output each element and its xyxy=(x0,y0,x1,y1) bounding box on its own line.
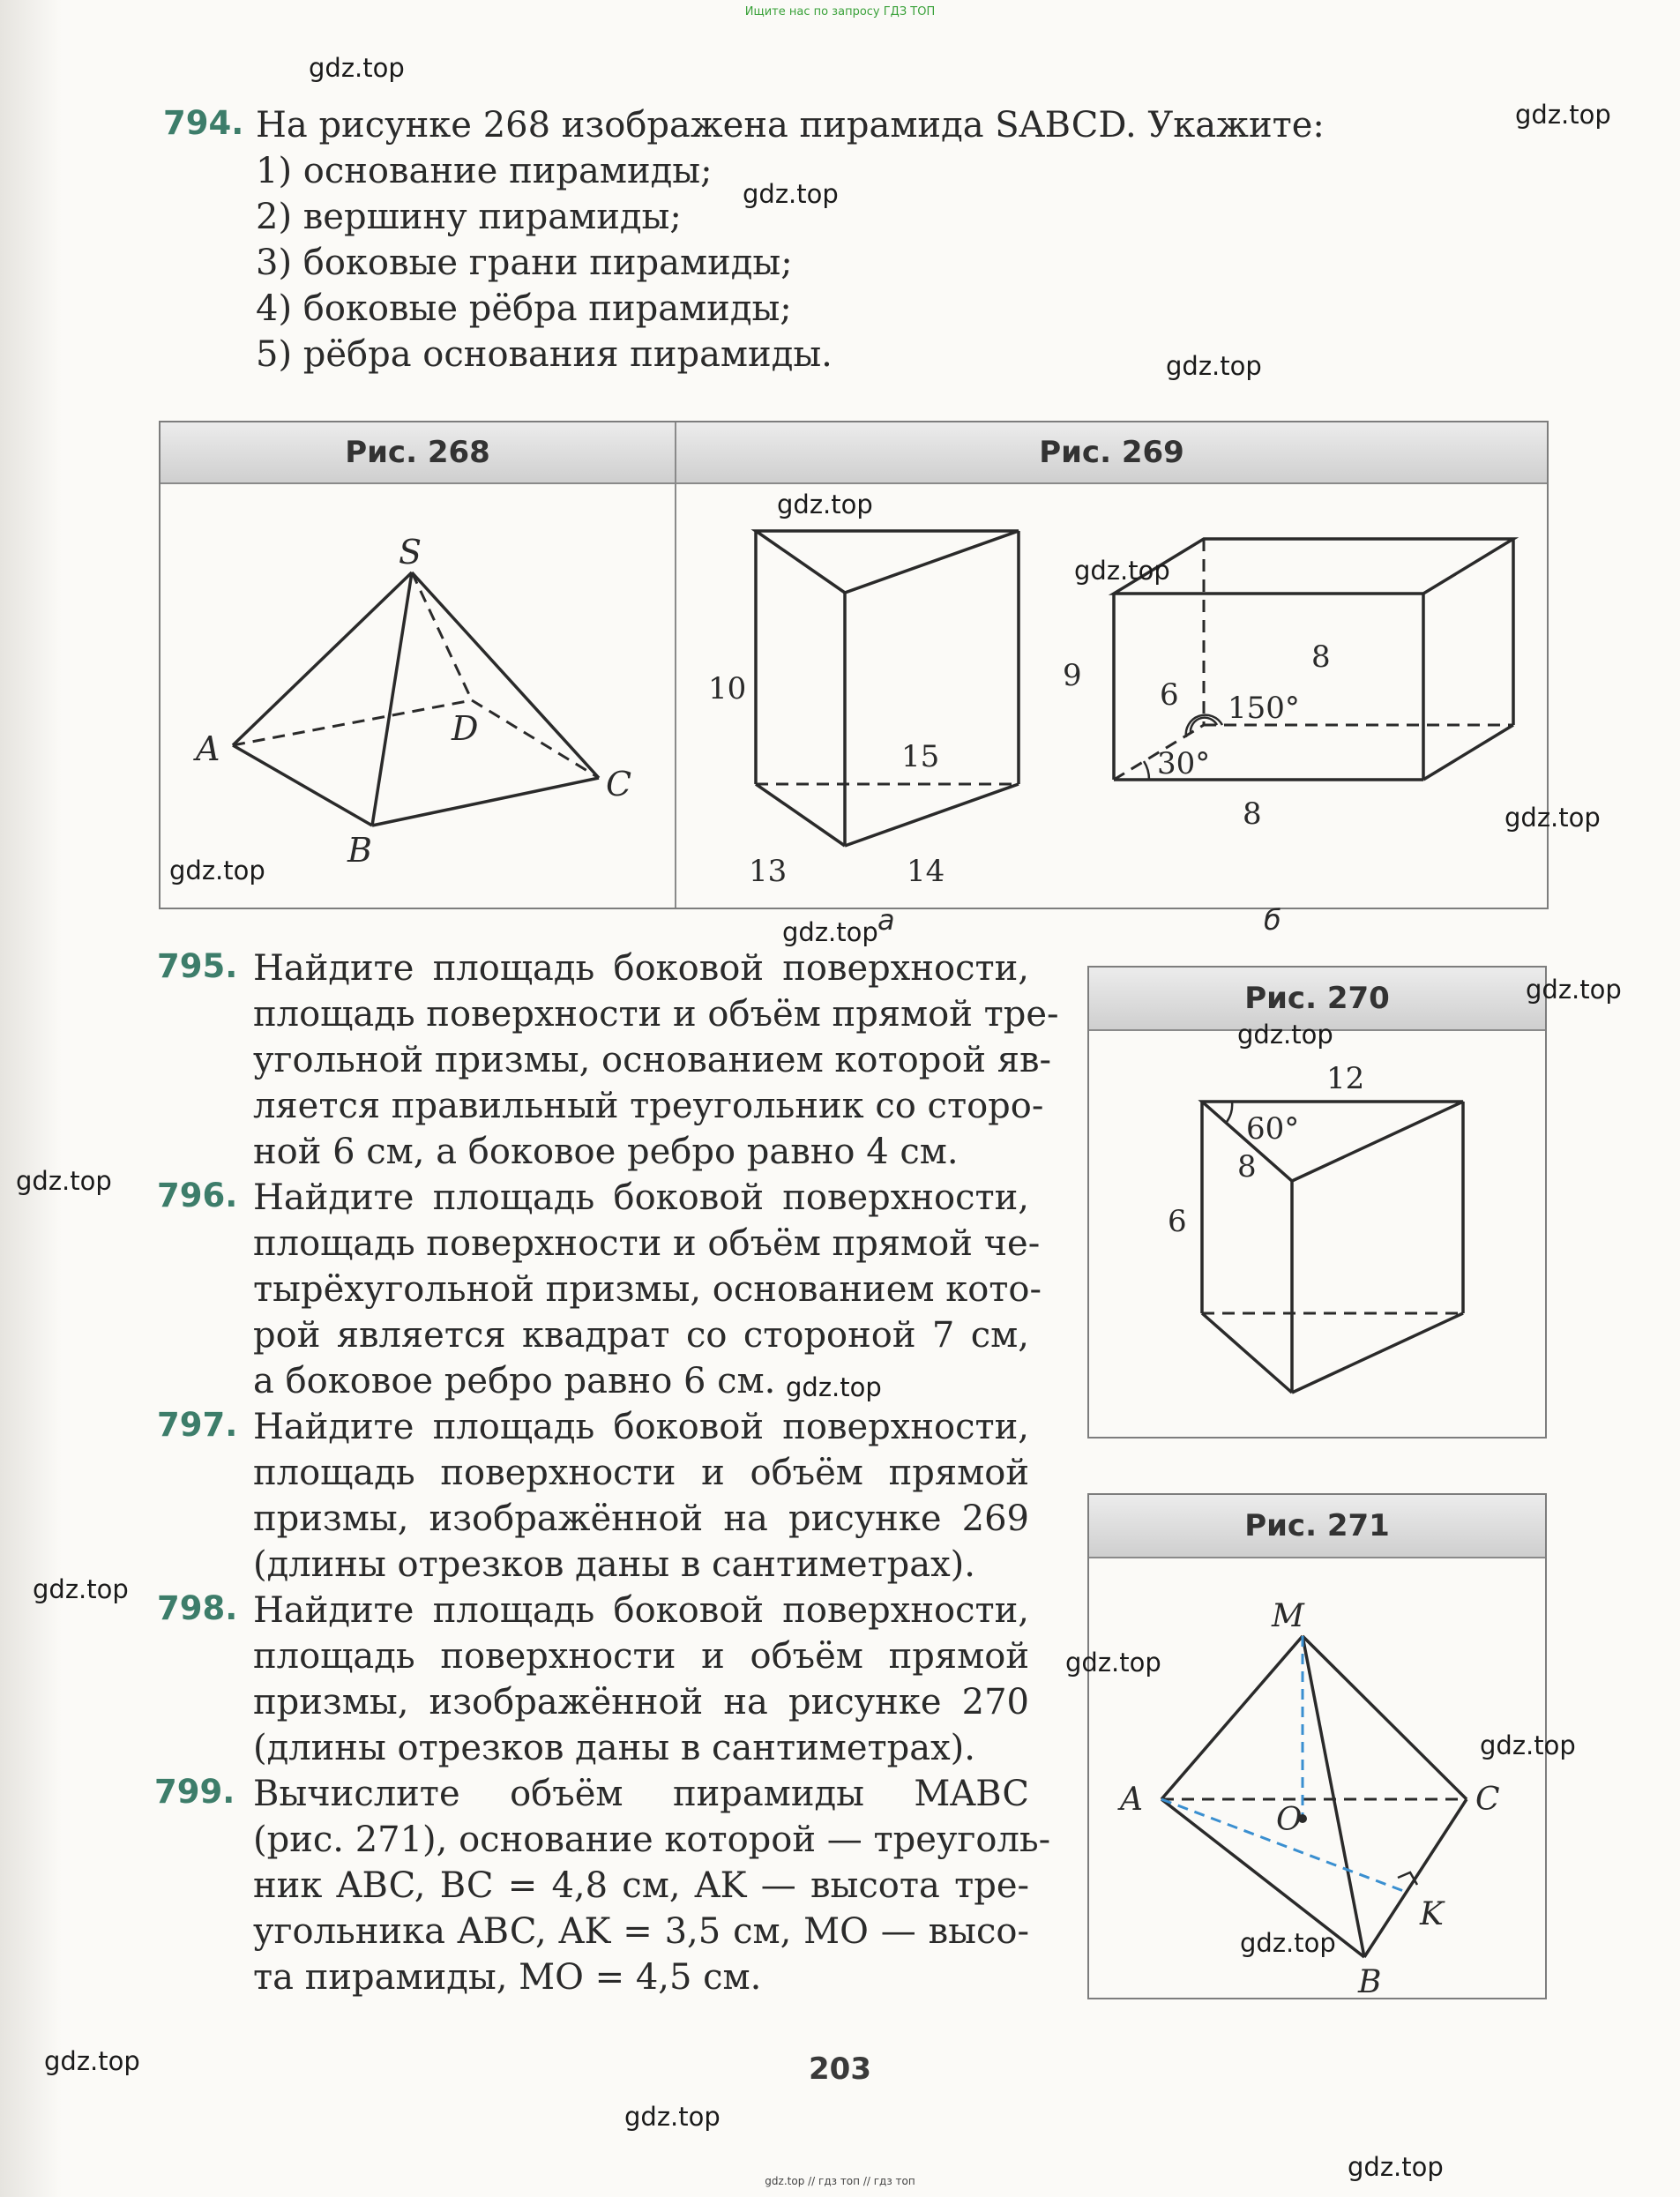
edge-AD-hidden xyxy=(233,700,472,745)
label-edge: 8 xyxy=(1237,1149,1257,1184)
problem-795-line-4: ляется правильный треугольник со сторо- xyxy=(253,1086,1044,1126)
base-right xyxy=(845,784,1019,846)
watermark: gdz.top xyxy=(1526,975,1622,1005)
watermark: gdz.top xyxy=(309,53,405,83)
watermark: gdz.top xyxy=(743,179,839,209)
edge-SC xyxy=(412,572,599,778)
watermark: gdz.top xyxy=(777,489,873,519)
watermark: gdz.top xyxy=(1237,1020,1333,1050)
problem-795-line-2: площадь поверхности и объём прямой тре- xyxy=(253,994,1059,1035)
problem-798-number: 798. xyxy=(157,1589,238,1627)
watermark: gdz.top xyxy=(1065,1648,1161,1678)
watermark: gdz.top xyxy=(33,1574,129,1604)
problem-797-line-1: Найдите площадь боковой поверхности, xyxy=(253,1407,1029,1447)
base-left xyxy=(756,784,845,846)
edge-SD-hidden xyxy=(412,572,472,700)
problem-795-line-1: Найдите площадь боковой поверхности, xyxy=(253,948,1029,989)
watermark: gdz.top xyxy=(624,2102,721,2132)
angle-60-arc xyxy=(1227,1102,1232,1122)
label-angle-150: 150° xyxy=(1228,691,1300,726)
fig268-title: Рис. 268 xyxy=(161,422,676,482)
problem-798-line-4: (длины отрезков даны в сантиметрах). xyxy=(253,1728,976,1768)
problem-797-text xyxy=(253,1404,1029,1588)
problem-799-line-2: (рис. 271), основание которой — треуголь- xyxy=(253,1820,1051,1860)
watermark: gdz.top xyxy=(44,2046,140,2076)
caption-a: а xyxy=(877,903,895,937)
fig271-box xyxy=(1087,1493,1547,1999)
base-right xyxy=(1423,725,1513,780)
edge-BC xyxy=(372,778,599,826)
problem-799-number: 799. xyxy=(154,1773,235,1811)
problem-798-text xyxy=(253,1588,1029,1771)
problem-797-line-3: призмы, изображённой на рисунке 269 xyxy=(253,1498,1029,1539)
problem-799-line-3: ник ABC, BC = 4,8 см, AK — высота тре- xyxy=(253,1865,1029,1906)
label-A: A xyxy=(1120,1782,1143,1818)
problem-799-line-1: Вычислите объём пирамиды MABC xyxy=(253,1774,1029,1814)
label-B: B xyxy=(347,831,372,870)
label-O: O xyxy=(1276,1802,1303,1838)
watermark: gdz.top xyxy=(1480,1730,1576,1760)
edge-SB xyxy=(372,572,412,826)
angle-30-arc xyxy=(1144,761,1149,780)
edge-MB xyxy=(1303,1636,1364,1957)
problem-796-line-3: тырёхугольной призмы, основанием кото- xyxy=(253,1269,1042,1310)
problem-794-line-3: 2) вершину пирамиды; xyxy=(256,197,682,237)
problem-794-line-2: 1) основание пирамиды; xyxy=(256,151,713,191)
label-back-a: 15 xyxy=(901,739,940,774)
edge-MA xyxy=(1161,1636,1303,1799)
page-number: 203 xyxy=(809,2051,871,2087)
problem-794-line-5: 4) боковые рёбра пирамиды; xyxy=(256,288,792,329)
problem-795-text xyxy=(253,945,1059,1175)
label-B: B xyxy=(1358,1964,1382,2000)
bottom-note: gdz.top // гдз топ // гдз топ xyxy=(765,2175,915,2187)
label-M: M xyxy=(1272,1598,1304,1634)
edge-BC xyxy=(1364,1799,1467,1957)
watermark: gdz.top xyxy=(16,1166,112,1196)
label-K: K xyxy=(1420,1896,1444,1932)
watermark: gdz.top xyxy=(1240,1928,1336,1958)
label-A: A xyxy=(196,729,220,768)
watermark: gdz.top xyxy=(786,1372,882,1402)
page-edge-shadow xyxy=(0,0,62,2197)
label-height-a: 10 xyxy=(708,671,747,706)
problem-796-line-5: а боковое ребро равно 6 см. xyxy=(253,1361,776,1401)
problem-794-line-4: 3) боковые грани пирамиды; xyxy=(256,243,793,283)
watermark: gdz.top xyxy=(169,856,265,886)
watermark: gdz.top xyxy=(1515,100,1611,130)
problem-796-line-1: Найдите площадь боковой поверхности, xyxy=(253,1177,1029,1218)
problem-795-line-3: угольной призмы, основанием которой яв- xyxy=(253,1040,1052,1080)
label-angle-30: 30° xyxy=(1157,746,1211,781)
label-S: S xyxy=(399,533,422,572)
caption-b: б xyxy=(1264,903,1281,937)
problem-797-line-4: (длины отрезков даны в сантиметрах). xyxy=(253,1544,976,1585)
base-right xyxy=(1292,1313,1463,1393)
watermark: gdz.top xyxy=(1074,556,1170,586)
fig268-pyramid xyxy=(161,484,675,908)
problem-798-line-1: Найдите площадь боковой поверхности, xyxy=(253,1590,1029,1631)
problem-796-line-2: площадь поверхности и объём прямой че- xyxy=(253,1223,1041,1264)
edge-DC-hidden xyxy=(472,700,599,778)
watermark: gdz.top xyxy=(782,917,878,947)
problem-797-number: 797. xyxy=(157,1406,238,1444)
watermark: gdz.top xyxy=(1166,351,1262,381)
top-face xyxy=(756,531,1019,593)
problem-795-line-5: ной 6 см, а боковое ребро равно 4 см. xyxy=(253,1132,959,1172)
top-face xyxy=(1114,539,1513,594)
edge-SA xyxy=(233,572,412,745)
figures-268-269-header xyxy=(161,422,1547,484)
label-left-a: 13 xyxy=(749,854,788,889)
problem-799-line-5: та пирамиды, MO = 4,5 см. xyxy=(253,1957,762,1998)
problem-794-line-6: 5) рёбра основания пирамиды. xyxy=(256,334,833,375)
label-height: 6 xyxy=(1168,1204,1187,1239)
right-angle-K xyxy=(1398,1872,1417,1885)
fig269b-prism xyxy=(1047,484,1547,937)
edge-AB xyxy=(233,745,372,826)
problem-794-line-1: На рисунке 268 изображена пирамида SABCD. Укажите: xyxy=(256,105,1325,146)
problem-795-number: 795. xyxy=(157,947,238,985)
label-edge-bottom-b: 8 xyxy=(1243,796,1262,832)
fig271-title: Рис. 271 xyxy=(1089,1495,1545,1558)
label-C: C xyxy=(1475,1782,1500,1818)
label-right-a: 14 xyxy=(907,854,945,889)
problem-794-number: 794. xyxy=(163,104,244,142)
fig270-prism xyxy=(1089,1031,1545,1437)
problem-799-line-4: угольника ABC, AK = 3,5 см, MO — высо- xyxy=(253,1911,1029,1952)
label-top: 12 xyxy=(1326,1061,1365,1096)
problem-796-number: 796. xyxy=(157,1177,238,1214)
problem-796-text xyxy=(253,1175,1042,1404)
label-edge-top-b: 8 xyxy=(1311,639,1331,675)
watermark: gdz.top xyxy=(1505,803,1601,833)
top-note: Ищите нас по запросу ГДЗ ТОП xyxy=(744,5,936,19)
fig269-title: Рис. 269 xyxy=(1039,435,1184,470)
watermark: gdz.top xyxy=(1348,2152,1444,2182)
problem-797-line-2: площадь поверхности и объём прямой xyxy=(253,1453,1029,1493)
fig270-title: Рис. 270 xyxy=(1089,968,1545,1031)
label-angle: 60° xyxy=(1246,1111,1300,1147)
problem-798-line-2: площадь поверхности и объём прямой xyxy=(253,1636,1029,1677)
problem-799-text xyxy=(253,1771,1051,2000)
problem-796-line-4: рой является квадрат со стороной 7 см, xyxy=(253,1315,1029,1356)
base-left xyxy=(1202,1313,1292,1393)
label-edge-left-b: 6 xyxy=(1160,677,1179,713)
label-height-b: 9 xyxy=(1063,658,1082,693)
label-D: D xyxy=(452,709,479,748)
problem-798-line-3: призмы, изображённой на рисунке 270 xyxy=(253,1682,1029,1722)
edge-MC xyxy=(1303,1636,1467,1799)
label-C: C xyxy=(606,765,632,803)
